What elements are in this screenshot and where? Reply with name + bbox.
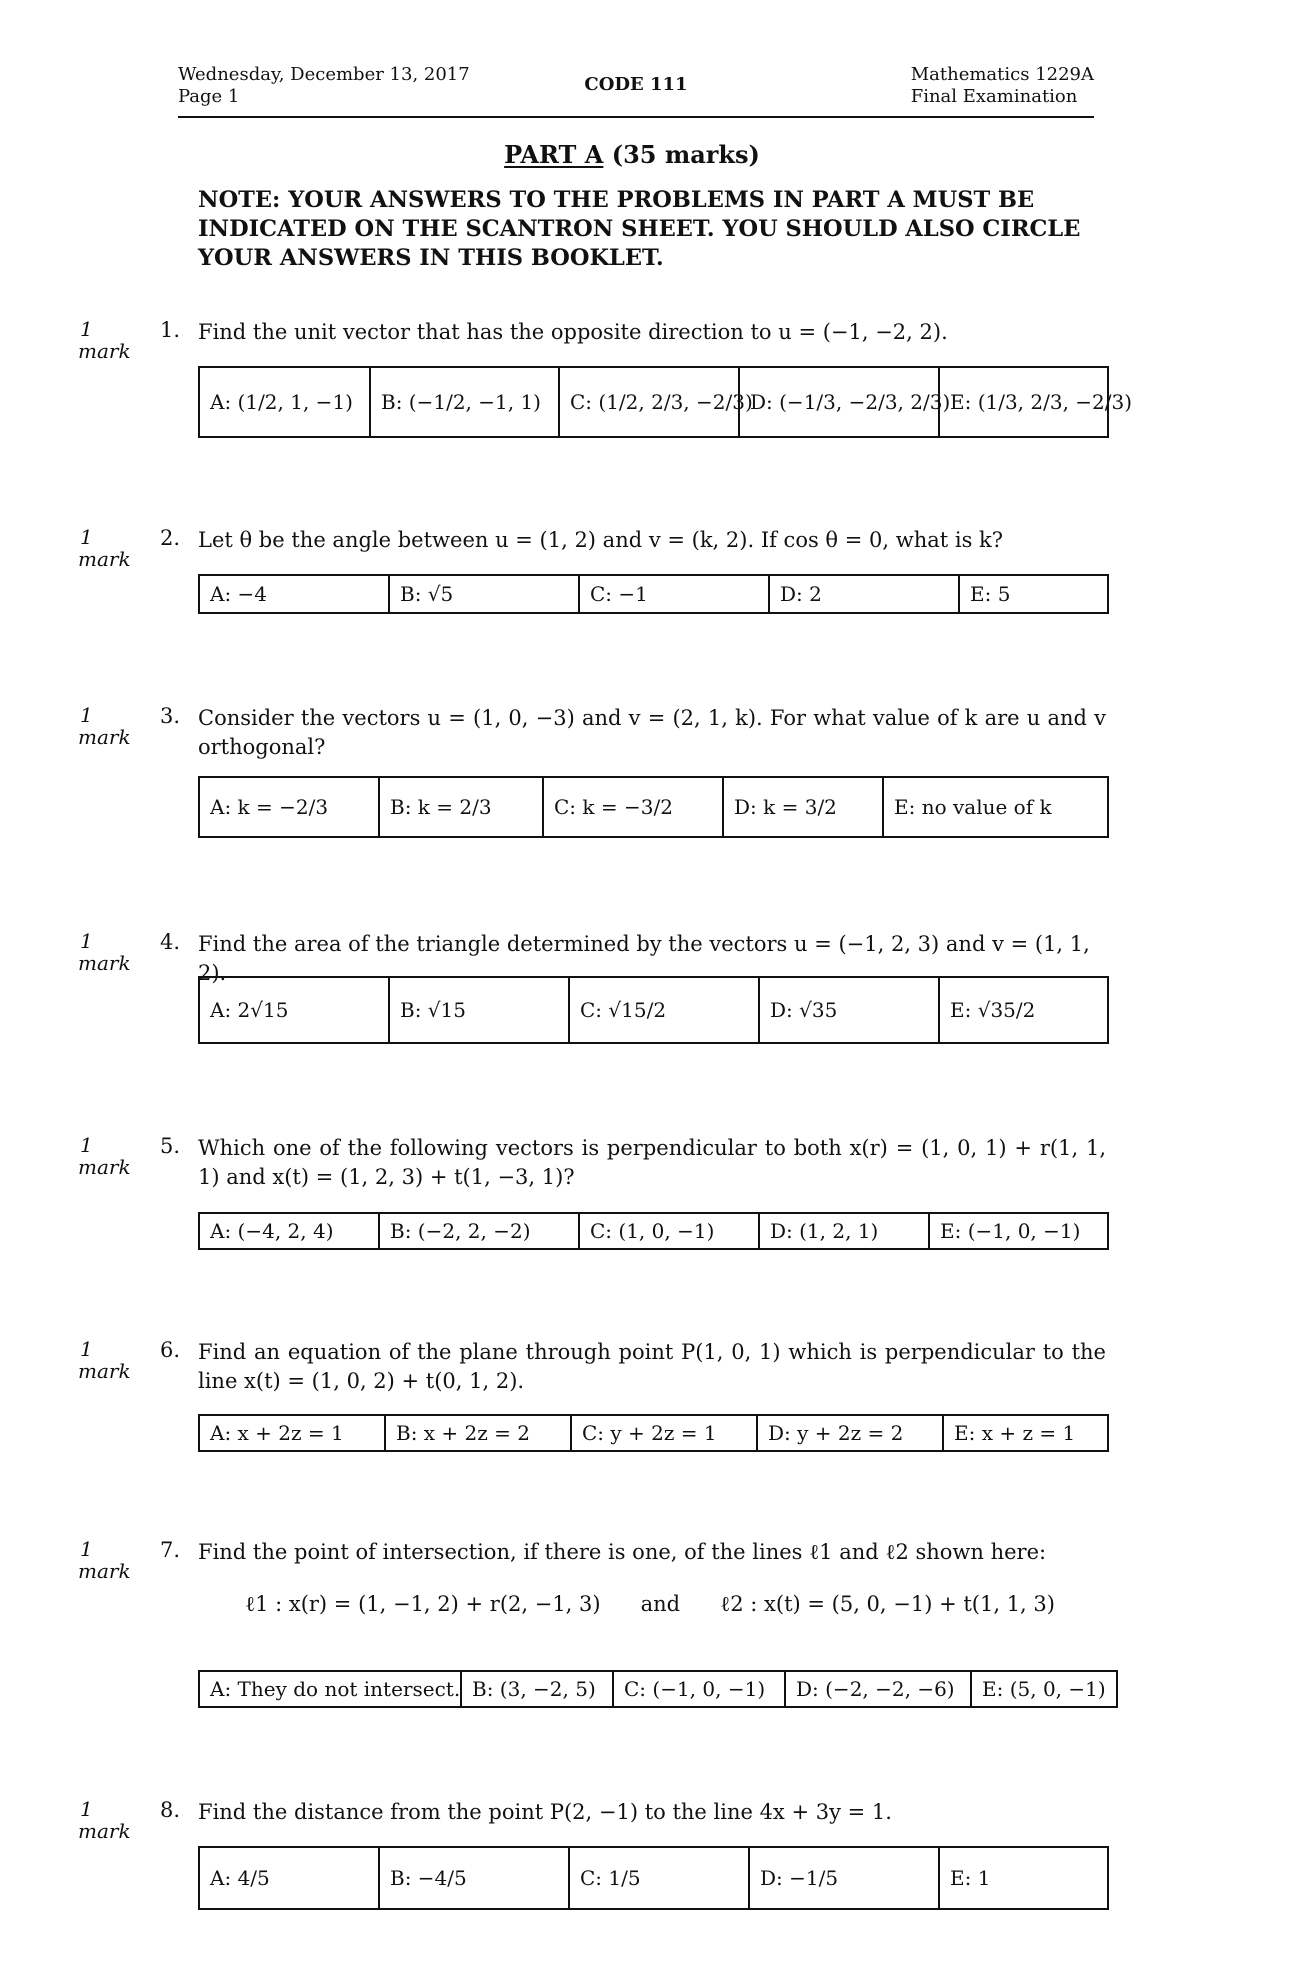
option-e[interactable]: E: (−1, 0, −1) xyxy=(929,1213,1108,1249)
option-b[interactable]: B: √5 xyxy=(389,575,579,613)
option-b[interactable]: B: k = 2/3 xyxy=(379,777,543,837)
mark-label: 1 mark xyxy=(78,1337,131,1383)
option-d[interactable]: D: (−1/3, −2/3, 2/3) xyxy=(739,367,939,437)
option-b[interactable]: B: (−2, 2, −2) xyxy=(379,1213,579,1249)
option-a[interactable]: A: (1/2, 1, −1) xyxy=(199,367,370,437)
mark-label: 1 mark xyxy=(78,525,131,571)
part-marks: (35 marks) xyxy=(611,140,760,169)
part-title xyxy=(0,140,1264,169)
question-number: 1. xyxy=(160,318,181,342)
option-a[interactable]: A: x + 2z = 1 xyxy=(199,1415,385,1451)
mark-label: 1 mark xyxy=(78,317,131,363)
option-c[interactable]: C: 1/5 xyxy=(569,1847,749,1909)
option-c[interactable]: C: √15/2 xyxy=(569,977,759,1043)
option-d[interactable]: D: √35 xyxy=(759,977,939,1043)
line-equations: ℓ1 : x(r) = (1, −1, 2) + r(2, −1, 3) and ℓ2 : x(t) = (5, 0, −1) + t(1, 1, 3) xyxy=(245,1592,1055,1616)
mark-label: 1 mark xyxy=(78,1797,131,1843)
option-c[interactable]: C: y + 2z = 1 xyxy=(571,1415,757,1451)
option-e[interactable]: E: x + z = 1 xyxy=(943,1415,1108,1451)
course-name: Mathematics 1229A xyxy=(910,64,1094,85)
option-e[interactable]: E: (5, 0, −1) xyxy=(971,1671,1117,1707)
option-a[interactable]: A: k = −2/3 xyxy=(199,777,379,837)
question-text: Find the area of the triangle determined by the vectors u = (−1, 2, 3) and v = (1, 1, 2). xyxy=(198,932,1090,985)
header-right xyxy=(911,64,1094,108)
option-d[interactable]: D: y + 2z = 2 xyxy=(757,1415,943,1451)
answer-options-q1 xyxy=(198,366,1133,438)
question-text: Consider the vectors u = (1, 0, −3) and v = (2, 1, k). For what value of k are u and v orthogonal? xyxy=(198,706,1106,759)
mark-label: 1 mark xyxy=(78,1133,131,1179)
exam-name: Final Examination xyxy=(910,86,1078,107)
option-b[interactable]: B: (−1/2, −1, 1) xyxy=(370,367,559,437)
option-d[interactable]: D: −1/5 xyxy=(749,1847,939,1909)
option-d[interactable]: D: k = 3/2 xyxy=(723,777,883,837)
option-c[interactable]: C: (1, 0, −1) xyxy=(579,1213,759,1249)
mark-label: 1 mark xyxy=(78,1537,131,1583)
option-a[interactable]: A: −4 xyxy=(199,575,389,613)
mark-label: 1 mark xyxy=(78,703,131,749)
question-number: 2. xyxy=(160,526,181,550)
option-a[interactable]: A: (−4, 2, 4) xyxy=(199,1213,379,1249)
exam-code: CODE 111 xyxy=(584,74,688,95)
question-number: 3. xyxy=(160,704,181,728)
option-b[interactable]: B: (3, −2, 5) xyxy=(461,1671,613,1707)
question-number: 8. xyxy=(160,1798,181,1822)
option-e[interactable]: E: (1/3, 2/3, −2/3) xyxy=(939,367,1108,437)
page-header xyxy=(178,60,1094,118)
page-number: Page 1 xyxy=(178,86,240,107)
option-e[interactable]: E: no value of k xyxy=(883,777,1108,837)
question-number: 7. xyxy=(160,1538,181,1562)
option-e[interactable]: E: 1 xyxy=(939,1847,1108,1909)
question-text: Which one of the following vectors is perpendicular to both x(r) = (1, 0, 1) + r(1, 1, 1) and x(t) = (1, 2, 3) + t(1, −3, 1)? xyxy=(198,1136,1106,1189)
answer-options-q3 xyxy=(198,776,1109,838)
option-c[interactable]: C: (1/2, 2/3, −2/3) xyxy=(559,367,739,437)
option-a[interactable]: A: 2√15 xyxy=(199,977,389,1043)
answer-options-q7 xyxy=(198,1670,1118,1708)
option-d[interactable]: D: (1, 2, 1) xyxy=(759,1213,929,1249)
scantron-note: NOTE: YOUR ANSWERS TO THE PROBLEMS IN PART A MUST BE INDICATED ON THE SCANTRON SHEET. YOU SHOULD ALSO CIRCLE YOUR ANSWERS IN THIS BOOKLET. xyxy=(198,187,1081,271)
option-b[interactable]: B: −4/5 xyxy=(379,1847,569,1909)
option-c[interactable]: C: (−1, 0, −1) xyxy=(613,1671,785,1707)
option-b[interactable]: B: x + 2z = 2 xyxy=(385,1415,571,1451)
question-number: 5. xyxy=(160,1134,181,1158)
answer-options-q2 xyxy=(198,574,1109,614)
answer-options-q6 xyxy=(198,1414,1109,1452)
option-e[interactable]: E: √35/2 xyxy=(939,977,1108,1043)
answer-options-q4 xyxy=(198,976,1109,1044)
question-text: Find the distance from the point P(2, −1) to the line 4x + 3y = 1. xyxy=(198,1800,892,1824)
option-d[interactable]: D: (−2, −2, −6) xyxy=(785,1671,971,1707)
exam-date: Wednesday, December 13, 2017 xyxy=(178,64,470,85)
mark-label: 1 mark xyxy=(78,929,131,975)
question-text: Find the point of intersection, if there is one, of the lines ℓ1 and ℓ2 shown here: xyxy=(198,1540,1047,1564)
option-b[interactable]: B: √15 xyxy=(389,977,569,1043)
question-number: 4. xyxy=(160,930,181,954)
answer-options-q8 xyxy=(198,1846,1109,1910)
question-text: Let θ be the angle between u = (1, 2) and v = (k, 2). If cos θ = 0, what is k? xyxy=(198,528,1004,552)
option-a[interactable]: A: 4/5 xyxy=(199,1847,379,1909)
question-text: Find an equation of the plane through point P(1, 0, 1) which is perpendicular to the line x(t) = (1, 0, 2) + t(0, 1, 2). xyxy=(198,1340,1106,1393)
option-e[interactable]: E: 5 xyxy=(959,575,1108,613)
question-text: Find the unit vector that has the opposite direction to u = (−1, −2, 2). xyxy=(198,320,948,344)
part-name: PART A xyxy=(504,140,604,169)
question-number: 6. xyxy=(160,1338,181,1362)
answer-options-q5 xyxy=(198,1212,1109,1250)
option-d[interactable]: D: 2 xyxy=(769,575,959,613)
option-c[interactable]: C: −1 xyxy=(579,575,769,613)
option-a[interactable]: A: They do not intersect. xyxy=(199,1671,461,1707)
option-c[interactable]: C: k = −3/2 xyxy=(543,777,723,837)
